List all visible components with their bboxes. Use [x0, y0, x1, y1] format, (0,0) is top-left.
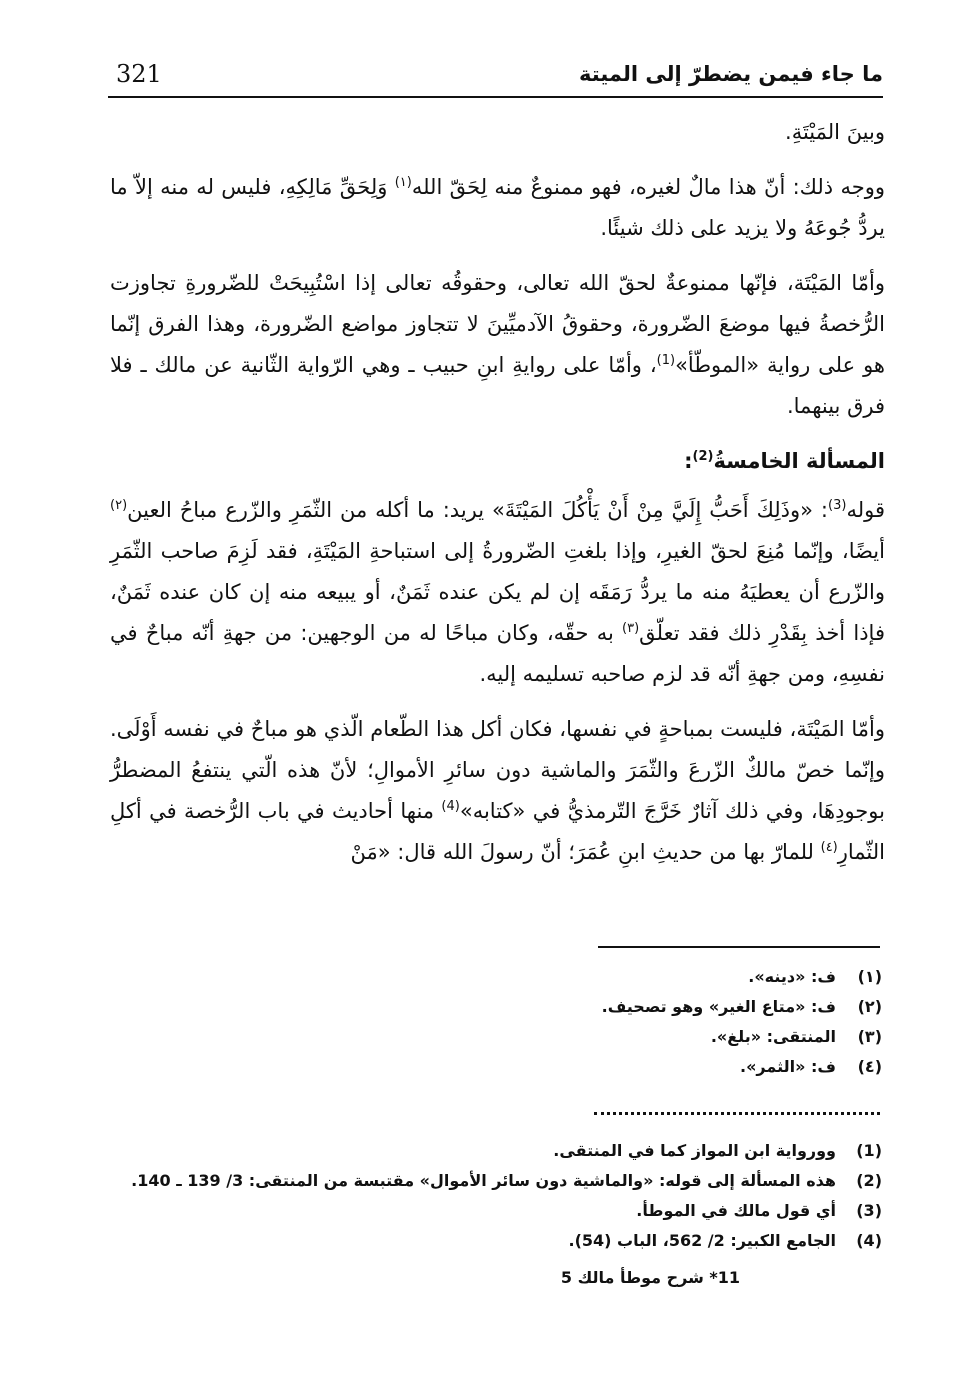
footnote-item	[300, 962, 882, 992]
footnote-number: (٤)	[857, 1057, 882, 1076]
paragraph-text: وَلِحَقِّ مَالِكِهِ، فليس له منه إلاّ ما يردُّ جُوعَهُ ولا يزيد على ذلك شيئًا.	[110, 175, 885, 240]
footnote-item	[110, 1166, 882, 1196]
main-text	[110, 112, 885, 887]
page-header	[108, 52, 883, 98]
footnote-number: (3)	[856, 1201, 882, 1220]
footnote-ref: (4)	[441, 799, 460, 814]
footnote-item	[110, 1136, 882, 1166]
paragraph-4	[110, 490, 885, 695]
paragraph-text: منها أحاديث في باب الرُّخصة في أكلِ الثّمارِ	[110, 799, 885, 864]
footnote-text: الجامع الكبير: 2/ 562، الباب (54).	[568, 1231, 836, 1250]
footnote-ref: (٤)	[820, 840, 838, 855]
paragraph-text: ، وأمّا على روايةِ ابنِ حبيب ـ وهي الرّواية الثّانية عن مالك ـ فلا فرق بينهما.	[110, 353, 885, 418]
paragraph-text: وأمّا المَيْتَة، فإنّها ممنوعةٌ لحقّ الله تعالى، وحقوقُه تعالى إذا اسْتُبِيحَتْ للضّرورةِ تجاوزت الرُّخصةُ فيها موضعَ الضّرورة، وحقوقُ الآدميِّينَ لا تتجاوز مواضع الضّرورة، وهذا الفرق إنّما هو على رواية «الموطّأ»	[110, 271, 885, 377]
footnote-item	[300, 992, 882, 1022]
manuscript-footnotes	[300, 962, 882, 1082]
footnote-number: (1)	[856, 1141, 882, 1160]
footnote-text: ف: «دينه».	[748, 967, 836, 986]
footnote-item	[300, 1022, 882, 1052]
running-title: ما جاء فيمن يضطرّ إلى الميتة	[579, 62, 883, 86]
section-heading	[110, 441, 885, 482]
footnote-text: وورواية ابن المواز كما في المنتقى.	[553, 1141, 836, 1160]
paragraph-1: وبينَ المَيْتَةِ.	[785, 120, 885, 144]
footnote-item	[110, 1196, 882, 1226]
paragraph-text: به حقّه، وكان مباحًا له من الوجهين: من جهةِ أنّه مباحٌ في نفسِهِ، ومن جهةِ أنّه قد لزم صاحبه تسليمه إليه.	[110, 621, 885, 686]
editor-footnotes	[110, 1136, 882, 1256]
footnote-ref: (2)	[692, 449, 714, 464]
footnote-text: هذه المسألة إلى قوله: «والماشية دون سائر الأموال» مقتبسة من المنتقى: 3/ 139 ـ 140.	[131, 1171, 836, 1190]
printer-signature: 11* شرح موطأ مالك 5	[560, 1268, 740, 1287]
footnote-number: (٣)	[857, 1027, 882, 1046]
paragraph-text: قوله	[846, 498, 885, 522]
footnote-ref: (١)	[394, 175, 412, 190]
heading-text: المسألة الخامسةُ	[713, 449, 885, 473]
footnote-number: (١)	[857, 967, 882, 986]
footnote-text: المنتقى: «بلغ».	[710, 1027, 836, 1046]
paragraph-text: للمارّ بها من حديثِ ابنِ عُمَرَ؛ أنّ رسولَ الله قال: «مَنْ	[350, 840, 821, 864]
footnote-item	[110, 1226, 882, 1256]
page-number: 321	[116, 60, 162, 88]
footnote-number: (2)	[856, 1171, 882, 1190]
paragraph-text: : «وذَلِكَ أَحَبُّ إِلَيَّ مِنْ أَنْ يَأْكُلَ المَيْتَةَ» يريد: ما أكله من الثّمَرِ والزّرع مباحُ العين	[127, 498, 829, 522]
footnote-divider	[598, 946, 880, 948]
footnote-ref: (3)	[828, 498, 847, 513]
footnote-text: ف: «متاع الغير» وهو تصحيف.	[601, 997, 836, 1016]
footnote-ref: (1)	[656, 353, 676, 368]
footnote-number: (4)	[856, 1231, 882, 1250]
paragraph-text: وأمّا المَيْتَة، فليست بمباحةٍ في نفسها، فكان أكل هذا الطّعام الّذي هو مباحٌ في نفسه أَوْلَى. وإنّما خصّ مالكٌ الزّرعَ والثّمَرَ والماشية دون سائرِ الأموالِ؛ لأنّ هذه الّتي ينتفعُ المضطرُّ بوجودِهَا، وفي ذلك آثارٌ خَرَّجَ التّرمذيُّ في «كتابه»	[110, 717, 885, 823]
heading-colon: :	[684, 449, 693, 473]
footnote-text: أي قول مالك في الموطأ.	[636, 1201, 836, 1220]
footnote-ref: (٢)	[110, 498, 128, 513]
paragraph-text: ووجه ذلك: أنّ هذا مالٌ لغيره، فهو ممنوعٌ منه لِحَقّ الله	[411, 175, 885, 199]
footnote-number: (٢)	[857, 997, 882, 1016]
dotted-divider	[594, 1112, 880, 1115]
footnote-item	[300, 1052, 882, 1082]
paragraph-text: أيضًا، وإنّما مُنِعَ لحقّ الغيرِ، وإذا بلغتِ الضّرورةُ إلى استباحةِ المَيْتَةِ، فقد لَزِمَ صاحب الثّمَرِ والزّرع أن يعطيَهُ منه ما يردُّ رَمَقَه إن لم يكن عنده ثَمَنٌ، أو يبيعه منه إن كان عنده ثَمَنٌ، فإذا أخذ بِقَدْرِ ذلك فقد تعلّق	[110, 539, 885, 645]
paragraph-5	[110, 709, 885, 873]
paragraph-3	[110, 263, 885, 427]
paragraph-2	[110, 167, 885, 249]
footnote-text: ف: «الثمر».	[739, 1057, 836, 1076]
footnote-ref: (٣)	[622, 621, 640, 636]
